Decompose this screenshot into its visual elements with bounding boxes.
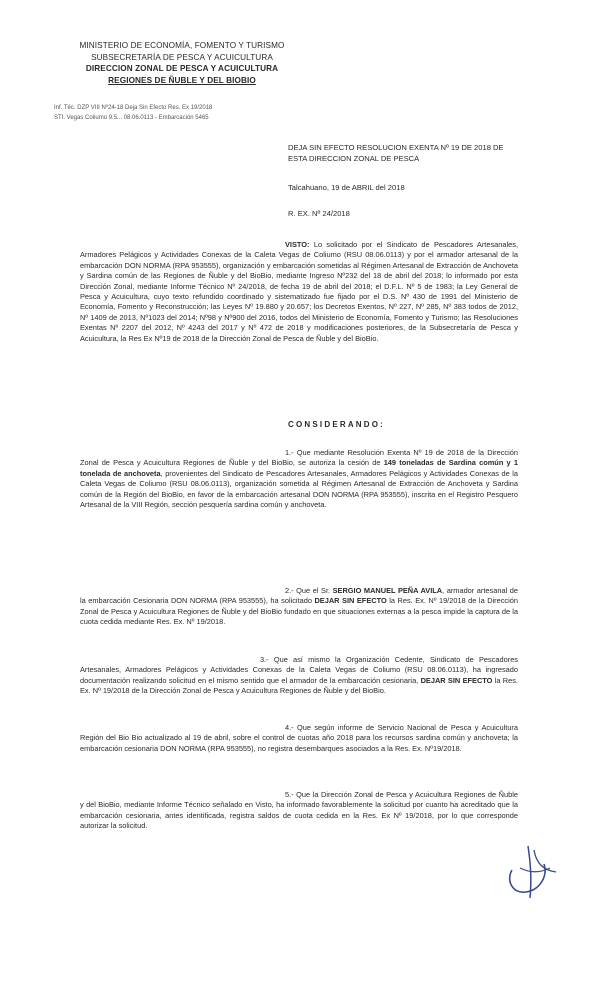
letterhead xyxy=(52,40,312,86)
resolution-number: R. EX. Nº 24/2018 xyxy=(288,209,350,218)
visto-paragraph xyxy=(80,240,518,344)
subsecretary-line: SUBSECRETARÍA DE PESCA Y ACUICULTURA xyxy=(91,52,273,62)
visto-text: Lo solicitado por el Sindicato de Pescadores Artesanales, Armadores Pelágicos y Actividades Conexas de la Caleta Vegas de Coliumo (RSU 08.06.0113) y por el armador artesanal de la embarcación DON NORMA (RPA 953555), organización y embarcación sometidas al Régimen Artesanal de Extracción de Anchoveta y Sardina común de las Regiones de Ñuble y del BioBio, mediante Ingreso Nº232 del 18 de abril del 2018; lo informado por esta Dirección Zonal, mediante Informe Técnico Nº 24/2018, de fecha 19 de abril del 2018; el D.F.L. Nº 5 de 1983; la Ley General de Pesca y Acuicultura, cuyo texto refundido coordinado y sistematizado fue fijado por el D.S. Nº 430 de 1991 del Ministerio de Economía, Fomento y Reconstrucción; las Leyes Nº 19.880 y 20.657; los Decretos Exentos, Nº 227, Nº 285, Nº 383 todos de 2012, Nº 1409 de 2013, Nº1023 del 2014; Nº98 y Nº900 del 2016, todos del Ministerio de Economía, Fomento y Turismo; las Resoluciones Exentas Nº 2207 del 2012, Nº 4243 del 2017 y Nº 472 de 2018 y modificaciones posteriores, de la Subsecretaría de Pesca y Acuicultura, la Res Ex Nº19 de 2018 de la Dirección Zonal de Pesca de Ñuble y del BioBio. xyxy=(80,240,518,343)
ministry-line: MINISTERIO DE ECONOMÍA, FOMENTO Y TURISMO xyxy=(79,41,285,50)
visto-label: VISTO: xyxy=(285,240,310,249)
reference-lines xyxy=(54,103,354,123)
zonal-direction-line: DIRECCION ZONAL DE PESCA Y ACUICULTURA xyxy=(85,64,279,73)
reference-line-2: STI. Vegas Coliumo 9.5... 08.06.0113 - Embarcación 5465 xyxy=(54,115,209,121)
subject-line: DEJA SIN EFECTO RESOLUCION EXENTA Nº 19 DE 2018 DE ESTA DIRECCION ZONAL DE PESCA xyxy=(288,143,504,163)
considerando-title: CONSIDERANDO: xyxy=(288,420,386,429)
considerando-4: 4.- Que según informe de Servicio Nacional de Pesca y Acuicultura Región del Bio Bio actualizado al 19 de abril, sobre el control de cuotas año 2018 para los recursos sardina común y anchoveta; la embarcación cesionaria DON NORMA (RPA 953555), no registra desembarques asociados a la Res. Ex. Nº19/2018. xyxy=(80,723,518,753)
handwritten-signature xyxy=(498,840,568,902)
cession-amount: 149 toneladas de Sardina común y 1 tonelada de anchoveta xyxy=(80,458,518,478)
regions-line: REGIONES DE ÑUBLE Y DEL BIOBIO xyxy=(108,75,256,85)
considerando-2: 2.- Que el Sr. SERGIO MANUEL PEÑA AVILA, armador artesanal de la embarcación Cesionaria DON NORMA (RPA 953555), ha solicitado DEJAR SIN EFECTO la Res. Ex. Nº 19/2018 de la Dirección Zonal de Pesca y Acuicultura Regiones de Ñuble y del BioBio fundado en que situaciones externas a la pesca impide la captura de la cuota cedida mediante Res. Ex. Nº 19/2018. xyxy=(80,586,518,627)
considerando-3: 3.- Que así mismo la Organización Cedente, Sindicato de Pescadores Artesanales, Armadores Pelágicos y Actividades Conexas de la Caleta Vegas de Coliumo (RSU 08.06.0113), ha ingresado documentación realizando solicitud en el mismo sentido que el armador de la embarcación cesionaria, DEJAR SIN EFECTO la Res. Ex. Nº 19/2018 de la Dirección Zonal de Pesca y Acuicultura Regiones de Ñuble y del BioBio. xyxy=(80,655,519,696)
armador-name: SERGIO MANUEL PEÑA AVILA xyxy=(332,586,443,595)
date-line: Talcahuano, 19 de ABRIL del 2018 xyxy=(288,183,405,192)
reference-line-1: Inf. Téc. DZP VIII Nº24-18 Deja Sin Efecto Res. Ex 19/2018 xyxy=(54,105,213,111)
considerando-5: 5.- Que la Dirección Zonal de Pesca y Acuicultura Regiones de Ñuble y del BioBio, mediante Informe Técnico señalado en Visto, ha informado favorablemente la solicitud por cuanto ha acreditado que la embarcación cesionaria, antes identificada, registra saldos de cuota cedida en la Res. Ex Nº 19/2018, por lo que corresponde autorizar la solicitud. xyxy=(80,790,518,831)
considerando-1: 1.- Que mediante Resolución Exenta Nº 19 de 2018 de la Dirección Zonal de Pesca y Acuicultura Regiones de Ñuble y del BioBio, se autoriza la cesión de 149 toneladas de Sardina común y 1 tonelada de anchoveta, provenientes del Sindicato de Pescadores Artesanales, Armadores Pelágicos y Actividades Conexas de la Caleta Vegas de Coliumo (RSU 08.06.0113), organización sometida al Régimen Artesanal de Extracción de Anchoveta y Sardina común de la Región del BioBio, en favor de la embarcación artesanal DON NORMA (RPA 953555), inscrita en el Registro Pesquero Artesanal de la VIII Región, sección pesquería sardina común y anchoveta. xyxy=(80,448,518,510)
